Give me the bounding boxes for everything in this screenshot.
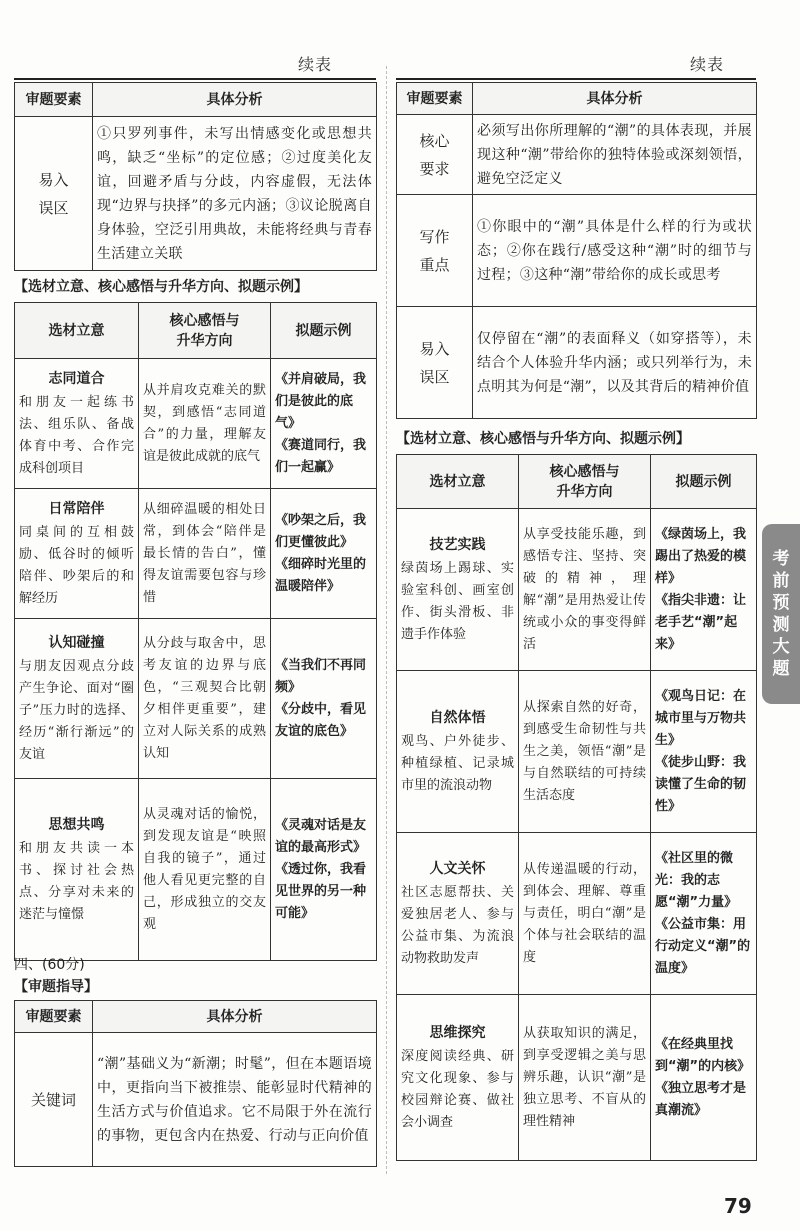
column-header: 审题要素 (15, 83, 93, 117)
left-topic-table (14, 302, 377, 961)
topic-body: 与朋友因观点分歧产生争论、面对“圈子”压力时的选择、经历“渐行渐远”的友谊 (19, 658, 134, 762)
core-insight: 从灵魂对话的愉悦，到发现友谊是“映照自我的镜子”，通过他人看见更完整的自己，形成独立的交友观 (139, 779, 271, 961)
table-row (15, 1033, 377, 1167)
row-label: 易入 误区 (15, 117, 93, 271)
title-examples: 《吵架之后，我们更懂彼此》 《细碎时光里的温暖陪伴》 (271, 489, 377, 619)
column-header: 拟题示例 (651, 455, 757, 509)
table-row (397, 671, 757, 833)
title-examples: 《社区里的微光：我的志愿“潮”力量》 《公益市集：用行动定义“潮”的温度》 (651, 833, 757, 995)
top-rule-right (396, 78, 756, 80)
column-header: 具体分析 (473, 83, 757, 115)
title-examples: 《绿茵场上，我踢出了热爱的模样》 《指尖非遗：让老手艺“潮”起来》 (651, 509, 757, 671)
topic-title: 志同道合 (48, 370, 105, 387)
title-examples: 《并肩破局，我们是彼此的底气》 《赛道同行，我们一起赢》 (271, 359, 377, 489)
page-number: 79 (724, 1194, 752, 1218)
column-header: 核心感悟与 升华方向 (139, 303, 271, 359)
row-label: 关键词 (15, 1033, 93, 1167)
left-key-table (14, 1000, 377, 1167)
table-row (397, 195, 757, 307)
topic-body: 和朋友共读一本书、探讨社会热点、分享对未来的迷茫与憧憬 (19, 840, 134, 922)
table-row (15, 117, 377, 271)
topic-title: 技艺实践 (429, 536, 486, 553)
column-header: 核心感悟与 升华方向 (519, 455, 651, 509)
topic-title: 自然体悟 (429, 709, 486, 726)
row-text: “潮”基础义为“新潮；时髦”，但在本题语境中，更指向当下被推崇、能彰显时代精神的生活方式与价值追求。它不局限于外在流行的事物，更包含内在热爱、行动与正向价值 (93, 1033, 377, 1167)
row-text: ①只罗列事件，未写出情感变化或思想共鸣，缺乏“坐标”的定位感；②过度美化友谊，回避矛盾与分歧，内容虚假，无法体现“边界与抉择”的多元内涵；③议论脱离自身体验，空泛引用典故，未能将经典与青春生活建立关联 (93, 117, 377, 271)
row-text: 仅停留在“潮”的表面释义（如穿搭等），未结合个人体验升华内涵；或只列举行为，未点明其为何是“潮”，以及其背后的精神价值 (473, 307, 757, 419)
continue-label-left: 续表 (298, 55, 333, 74)
core-insight: 从并肩攻克难关的默契，到感悟“志同道合”的力量，理解友谊是彼此成就的底气 (139, 359, 271, 489)
column-header: 具体分析 (93, 1001, 377, 1033)
topic-title: 日常陪伴 (48, 500, 105, 517)
table-row (397, 995, 757, 1161)
core-insight: 从传递温暖的行动，到体会、理解、尊重与责任，明白“潮”是个体与社会联结的温度 (519, 833, 651, 995)
title-examples: 《当我们不再同频》 《分歧中，看见友谊的底色》 (271, 619, 377, 779)
right-topic-table (396, 454, 757, 1161)
table-row (15, 779, 377, 961)
title-examples: 《在经典里找到“潮”的内核》 《独立思考才是真潮流》 (651, 995, 757, 1161)
column-header: 审题要素 (397, 83, 473, 115)
row-label: 核心 要求 (397, 115, 473, 195)
column-divider (386, 66, 387, 1174)
continue-label-right: 续表 (690, 55, 725, 74)
table-row (397, 509, 757, 671)
table-row (397, 833, 757, 995)
core-insight: 从享受技能乐趣，到感悟专注、坚持、突破的精神，理解“潮”是用热爱让传统或小众的事变得鲜活 (519, 509, 651, 671)
topic-body: 同桌间的互相鼓励、低谷时的倾听陪伴、吵架后的和解经历 (19, 524, 134, 606)
topic-body: 观鸟、户外徒步、种植绿植、记录城市里的流浪动物 (401, 733, 514, 793)
table-row (397, 115, 757, 195)
section-heading: 【选材立意、核心感悟与升华方向、拟题示例】 (396, 431, 690, 447)
title-examples: 《灵魂对话是友谊的最高形式》 《透过你，我看见世界的另一种可能》 (271, 779, 377, 961)
section-heading: 【审题指导】 (14, 979, 98, 995)
topic-title: 思想共鸣 (48, 816, 105, 833)
question-number: 四、(60分) (14, 957, 85, 973)
topic-title: 思维探究 (429, 1024, 486, 1041)
column-header: 选材立意 (15, 303, 139, 359)
topic-title: 人文关怀 (429, 860, 486, 877)
topic-body: 深度阅读经典、研究文化现象、参与校园辩论赛、做社会小调查 (401, 1048, 514, 1130)
right-analysis-table (396, 82, 757, 419)
row-text: 必须写出你所理解的“潮”的具体表现，并展现这种“潮”带给你的独特体验或深刻领悟，避免空泛定义 (473, 115, 757, 195)
column-header: 审题要素 (15, 1001, 93, 1033)
topic-body: 和朋友一起练书法、组乐队、备战体育中考、合作完成科创项目 (19, 394, 134, 476)
core-insight: 从细碎温暖的相处日常，到体会“陪伴是最长情的告白”，懂得友谊需要包容与珍惜 (139, 489, 271, 619)
column-header: 具体分析 (93, 83, 377, 117)
row-label: 易入 误区 (397, 307, 473, 419)
top-rule-left (14, 78, 376, 80)
row-label: 写作 重点 (397, 195, 473, 307)
topic-body: 社区志愿帮扶、关爱独居老人、参与公益市集、为流浪动物救助发声 (401, 884, 514, 966)
section-heading: 【选材立意、核心感悟与升华方向、拟题示例】 (14, 279, 308, 295)
row-text: ①你眼中的“潮”具体是什么样的行为或状态；②你在践行/感受这种“潮”时的细节与过程；③这种“潮”带给你的成长或思考 (473, 195, 757, 307)
core-insight: 从获取知识的满足，到享受逻辑之美与思辨乐趣，认识“潮”是独立思考、不盲从的理性精神 (519, 995, 651, 1161)
left-analysis-table (14, 82, 377, 271)
table-row (15, 489, 377, 619)
chapter-side-tab (762, 524, 800, 704)
topic-title: 认知碰撞 (48, 634, 105, 651)
table-row (15, 619, 377, 779)
core-insight: 从分歧与取舍中，思考友谊的边界与底色，“三观契合比朝夕相伴更重要”，建立对人际关系的成熟认知 (139, 619, 271, 779)
column-header: 选材立意 (397, 455, 519, 509)
column-header: 拟题示例 (271, 303, 377, 359)
table-row (397, 307, 757, 419)
core-insight: 从探索自然的好奇，到感受生命韧性与共生之美，领悟“潮”是与自然联结的可持续生活态度 (519, 671, 651, 833)
title-examples: 《观鸟日记：在城市里与万物共生》 《徒步山野：我读懂了生命的韧性》 (651, 671, 757, 833)
topic-body: 绿茵场上踢球、实验室科创、画室创作、街头滑板、非遗手作体验 (401, 560, 514, 642)
side-tab-label: 考前预测大题 (772, 549, 790, 679)
table-row (15, 359, 377, 489)
